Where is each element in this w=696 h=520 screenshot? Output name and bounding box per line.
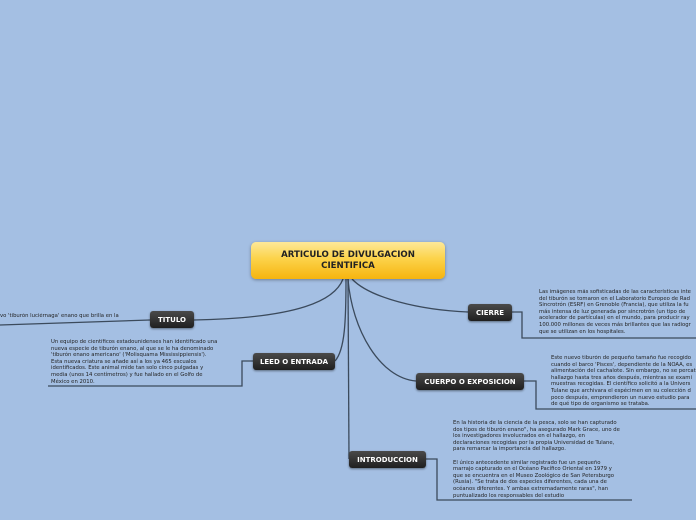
- note-cierre: Las imágenes más sofisticadas de las características inte del tiburón se tomaron en el Laboratorio Europeo de Rad Sincrotrón (ESRF) en Grenoble (Francia), que utiliza la fu más intensa de luz generada por sincrotrón (un tipo de acelerador de partículas) en el mundo, para producir ray 100.000 millones de veces más brillantes que las radiogr que se utilizan en los hospitales.: [539, 289, 691, 335]
- note-titulo: vo 'tiburón luciérnaga' enano que brilla en la: [0, 313, 119, 319]
- topic-introduccion[interactable]: INTRODUCCION: [349, 451, 426, 468]
- topic-titulo[interactable]: TITULO: [150, 311, 194, 328]
- connector-titulo: [194, 279, 343, 320]
- topic-cuerpo-o-exposicion[interactable]: CUERPO O EXPOSICION: [416, 373, 524, 390]
- connector-leed: [335, 279, 346, 361]
- note-cuerpo-o-exposicion: Este nuevo tiburón de pequeño tamaño fue recogido cuando el barco 'Pisces', dependiente de la NOAA, es alimentación del cachalote. Sin embargo, no se percat hallazgo hasta tres años después, mientras se exami muestras recogidas. El científico solicitó a la Univers Tulane que archivara el espécimen en su colección d poco después, emprendieron un nuevo estudio para de qué tipo de organismo se trataba.: [551, 355, 696, 408]
- connector-introduccion: [348, 279, 349, 459]
- central-topic[interactable]: ARTICULO DE DIVULGACION CIENTIFICA: [251, 242, 445, 279]
- sub-connector-titulo: [0, 320, 150, 325]
- topic-cierre[interactable]: CIERRE: [468, 304, 512, 321]
- connector-cierre: [352, 279, 468, 312]
- topic-leed-o-entrada[interactable]: LEED O ENTRADA: [253, 353, 335, 370]
- note-leed-o-entrada: Un equipo de científicos estadounidenses han identificado una nueva especie de tiburón enano, al que se le ha denominado 'tiburón enano americano' ('Molisquama Mississippiensis'). Esta nueva criatura se añade así a los ya 465 escualos identificados. Este animal mide tan solo cinco pulgadas y media (unos 14 centímetros) y fue hallado en el Golfo de México en 2010.: [51, 339, 218, 385]
- note-introduccion: En la historia de la ciencia de la pesca, solo se han capturado dos tipos de tiburón enano", ha asegurado Mark Grace, uno de los investigadores involucrados en el hallazgo, en declaraciones recogidas por la propia Universidad de Tulane, para remarcar la importancia del hallazgo. El único antecedente similar registrado fue un pequeño marrajo capturado en el Océano Pacífico Oriental en 1979 y que se encuentra en el Museo Zoológico de San Petersburgo (Rusia). "Se trata de dos especies diferentes, cada una de océanos diferentes. Y ambas extremadamente raras", han puntualizado los responsables del estudio: [453, 420, 620, 499]
- connector-cuerpo: [348, 279, 416, 381]
